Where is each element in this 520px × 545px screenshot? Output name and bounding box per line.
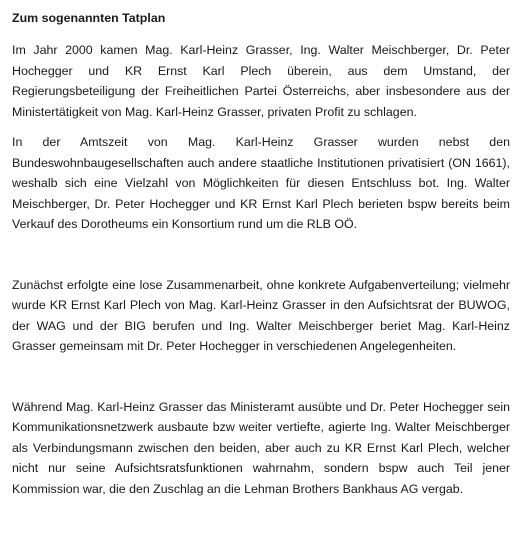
paragraph-1: Im Jahr 2000 kamen Mag. Karl-Heinz Grasser, Ing. Walter Meischberger, Dr. Peter Hochegger und KR Ernst Karl Plech überein, aus dem Umstand, der Regierungsbeteiligung der Freiheitlichen Partei Österreichs, aber insbesondere aus der Ministertätigkeit von Mag. Karl-Heinz Grasser, privaten Profit zu schlagen. [12, 43, 510, 119]
paragraph-3: Zunächst erfolgte eine lose Zusammenarbeit, ohne konkrete Aufgabenverteilung; vielmehr wurde KR Ernst Karl Plech von Mag. Karl-Heinz Grasser in den Aufsichtsrat der BUWOG, der WAG und der BIG berufen und Ing. Walter Meischberger beriet Mag. Karl-Heinz Grasser gemeinsam mit Dr. Peter Hochegger in verschiedenen Angelegenheiten. [12, 277, 510, 353]
paragraph-2: In der Amtszeit von Mag. Karl-Heinz Grasser wurden nebst den Bundeswohnbaugesellschaften auch andere staatliche Institutionen privatisiert (ON 1661), weshalb sich eine Vielzahl von Möglichkeiten für diesen Entschluss bot. Ing. Walter Meischberger, Dr. Peter Hochegger und KR Ernst Karl Plech berieten bspw bereits beim Verkauf des Dorotheums ein Konsortium rund um die RLB OÖ. [12, 135, 510, 231]
section-heading: Zum sogenannten Tatplan [12, 11, 166, 25]
paragraph-4: Während Mag. Karl-Heinz Grasser das Ministeramt ausübte und Dr. Peter Hochegger sein Kommunikationsnetzwerk ausbaute bzw weiter vertiefte, agierte Ing. Walter Meischberger als Verbindungsmann zwischen den beiden, aber auch zu KR Ernst Karl Plech, welcher nicht nur seine Aufsichtsratsfunktionen wahrnahm, sondern bspw auch Teil jener Kommission war, die den Zuschlag an die Lehman Brothers Bankhaus AG vergab. [12, 399, 510, 496]
